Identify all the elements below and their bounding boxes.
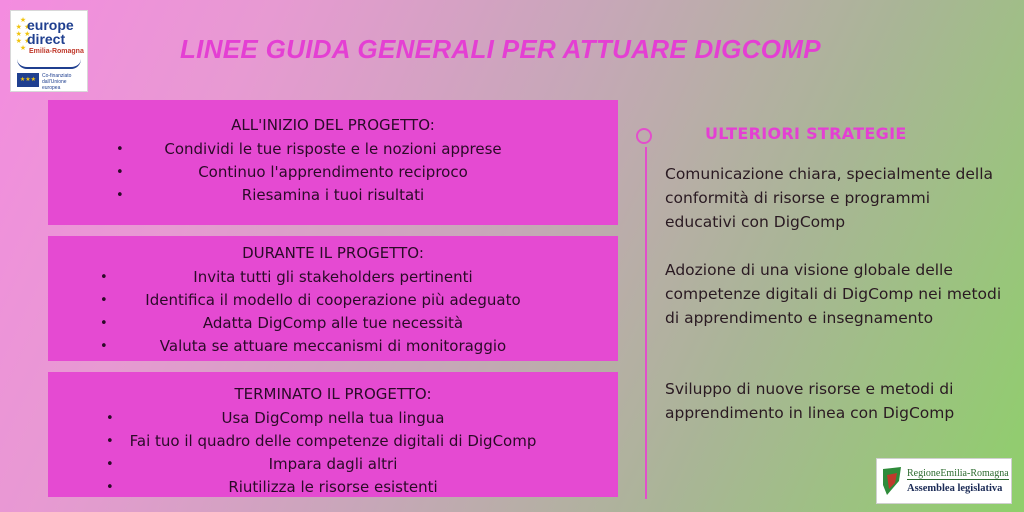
list-item: • Impara dagli altri [48,453,618,476]
bullet-icon: • [106,457,114,472]
section-end [48,372,618,497]
list-item: • Riutilizza le risorse esistenti [48,476,618,499]
logo-text-region: Emilia-Romagna [29,48,84,55]
section-heading: DURANTE IL PROGETTO: [242,244,424,262]
section-heading: ALL'INIZIO DEL PROGETTO: [231,116,435,134]
list-item: • Riesamina i tuoi risultati [48,184,618,207]
page-title: LINEE GUIDA GENERALI PER ATTUARE DIGCOMP [180,34,821,64]
strategy-item: Sviluppo di nuove risorse e metodi di apprendimento in linea con DigComp [665,380,955,422]
europe-direct-logo [10,10,88,92]
bullet-icon: • [100,316,108,331]
bullet-icon: • [116,165,124,180]
bullet-icon: • [106,480,114,495]
eu-flag-icon: ★★★ [17,73,39,87]
bullet-icon: • [106,411,114,426]
list-item: • Usa DigComp nella tua lingua [48,407,618,430]
timeline-circle-icon [636,128,652,144]
logo-swoosh [17,59,81,69]
list-item: • Identifica il modello di cooperazione più adeguato [48,289,618,312]
bullet-icon: • [106,434,114,449]
regione-name: RegioneEmilia-Romagna [907,468,1009,479]
strategy-item: Adozione di una visione globale delle competenze digitali di DigComp nei metodi di apprendimento e insegnamento [665,261,1002,327]
logo-text-europe: europe [27,17,74,33]
list-item: • Invita tutti gli stakeholders pertinenti [48,266,618,289]
bullet-icon: • [100,339,108,354]
strategy-item: Comunicazione chiara, specialmente della conformità di risorse e programmi educativi con DigComp [665,165,994,231]
section-heading: TERMINATO IL PROGETTO: [234,385,432,403]
regione-logo [876,458,1012,504]
list-item: • Valuta se attuare meccanismi di monitoraggio [48,335,618,358]
list-item: • Condividi le tue risposte e le nozioni apprese [48,138,618,161]
list-item: • Fai tuo il quadro delle competenze digitali di DigComp [48,430,618,453]
eu-stars-icon: ★ ★ ★ ★ ★ ★ ★ ★ [15,16,31,52]
logo-cofinance-text: Co-finanziato dall'Unione europea [42,73,72,91]
list-item: • Continuo l'apprendimento reciproco [48,161,618,184]
timeline-line [645,147,647,499]
section-start [48,100,618,225]
bullet-icon: • [116,188,124,203]
bullet-icon: • [100,293,108,308]
bullet-icon: • [116,142,124,157]
logo-text-direct: direct [27,31,66,47]
list-item: • Adatta DigComp alle tue necessità [48,312,618,335]
region-shape-icon [881,465,903,497]
strategies-title: ULTERIORI STRATEGIE [705,124,907,143]
section-during [48,236,618,361]
assemblea-name: Assemblea legislativa [907,483,1003,494]
bullet-icon: • [100,270,108,285]
